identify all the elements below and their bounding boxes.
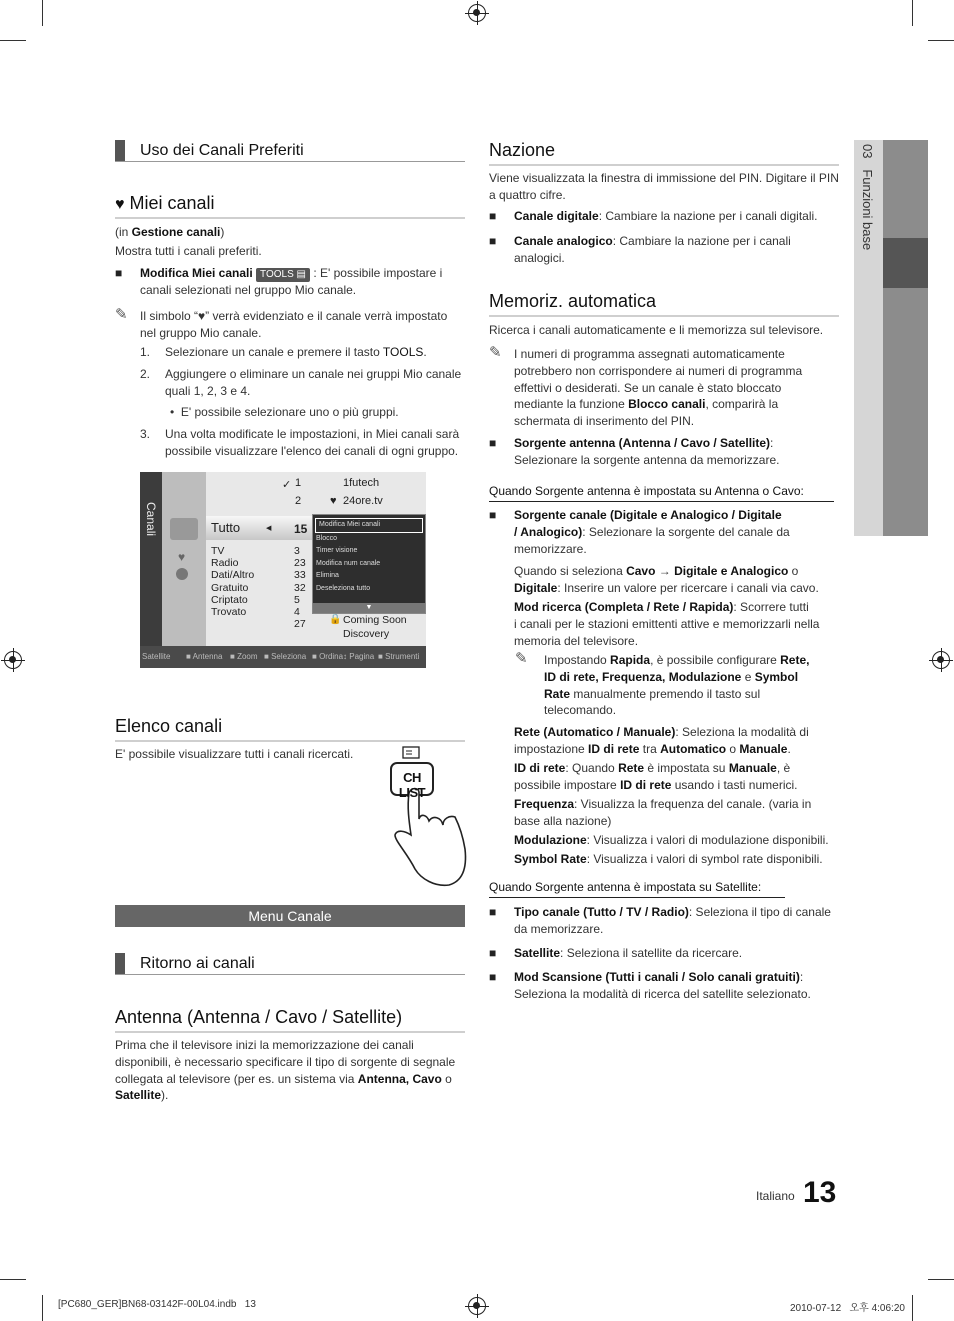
- quando-cavo: Quando si seleziona Cavo → Digitale e Analogico o Digitale: Inserire un valore per ricercare i canali via cavo.: [514, 564, 819, 595]
- tv-channel-menu-screenshot: [140, 472, 426, 668]
- note-pencil-icon: ✎: [489, 344, 502, 361]
- bullet-sorgente-antenna: ■ Sorgente antenna (Antenna / Cavo / Satellite): Selezionare la sorgente antenna da memorizzare.: [514, 435, 844, 469]
- tv-tools-popup: [312, 514, 426, 614]
- heading-miei-canali: ♥ Miei canali: [115, 193, 465, 219]
- arrow-down-icon: ▼: [313, 603, 425, 613]
- crop-mark: [42, 1295, 43, 1321]
- registration-mark-icon: [932, 651, 950, 669]
- section-heading-uso: Uso dei Canali Preferiti: [115, 140, 465, 162]
- tv-channel-name: Discovery: [343, 628, 390, 640]
- registration-mark-icon: [468, 1297, 486, 1315]
- crop-mark: [42, 0, 43, 26]
- nazione-description: Viene visualizzata la finestra di immissione del PIN. Digitare il PIN a quattro cifre.: [489, 171, 839, 202]
- check-icon: ✓: [282, 479, 292, 491]
- lock-icon: 🔒: [329, 614, 342, 625]
- bullet-canale-digitale: ■ Canale digitale: Cambiare la nazione per i canali digitali.: [514, 208, 844, 225]
- tv-icon-column: [162, 472, 206, 646]
- footer-language: Italiano: [756, 1189, 795, 1203]
- heading-elenco-canali: Elenco canali: [115, 716, 465, 742]
- miei-in-context: (in Gestione canali): [115, 225, 225, 239]
- bullet-satellite: ■ Satellite: Seleziona il satellite da ricercare.: [514, 945, 844, 962]
- popup-item: Blocco: [316, 534, 338, 542]
- hand-icon: [395, 789, 465, 886]
- chapter-side-tab: [854, 140, 928, 536]
- registration-mark-icon: [4, 651, 22, 669]
- tv-side-strip: Canali: [140, 472, 162, 646]
- crop-mark: [928, 1279, 954, 1280]
- impostando-note: Impostando Rapida, è possibile configurare Rete, ID di rete, Frequenza, Modulazione e Symbol Rate manualmente premendo il tasto sul telecomando.: [544, 653, 810, 718]
- tv-row-name: 24ore.tv: [343, 495, 383, 507]
- miei-description: Mostra tutti i canali preferiti.: [115, 244, 262, 258]
- popup-item: Elimina: [316, 572, 339, 579]
- heading-antenna: Antenna (Antenna / Cavo / Satellite): [115, 1007, 465, 1033]
- crop-mark: [0, 40, 26, 41]
- heading-nazione: Nazione: [489, 140, 839, 166]
- note-pencil-icon: ✎: [515, 650, 528, 667]
- note-pencil-icon: ✎: [115, 306, 128, 323]
- step-2: Aggiungere o eliminare un canale nei gruppi Mio canale quali 1, 2, 3 e 4.: [165, 367, 462, 398]
- print-date: 2010-07-12 오후 4:06:20: [790, 1303, 905, 1314]
- bullet-canale-analogico: ■ Canale analogico: Cambiare la nazione per i canali analogici.: [514, 233, 844, 267]
- bullet-mod-scansione: ■ Mod Scansione (Tutti i canali / Solo canali gratuiti): Seleziona la modalità di ricerca del satellite selezionato.: [514, 969, 844, 1003]
- tv-row-num: 2: [295, 495, 302, 507]
- step-2-sub: • E' possibile selezionare uno o più gruppi.: [170, 405, 399, 419]
- arrow-left-icon: ◀: [266, 525, 272, 532]
- page-number: 13: [803, 1176, 837, 1209]
- step-3: Una volta modificate le impostazioni, in Miei canali sarà possibile visualizzare l'elenco dei canali di ogni gruppo.: [165, 427, 460, 458]
- section-heading-ritorno: Ritorno ai canali: [115, 953, 465, 975]
- symbol-rate-option: Symbol Rate: Visualizza i valori di symbol rate disponibili.: [514, 852, 823, 866]
- subheading-satellite: Quando Sorgente antenna è impostata su Satellite:: [489, 880, 785, 898]
- tv-row-num: 1: [295, 477, 302, 489]
- satellite-icon: [170, 518, 198, 540]
- memoriz-description: Ricerca i canali automaticamente e li memorizza sul televisore.: [489, 323, 824, 337]
- chapter-label: 03 Funzioni base: [860, 144, 875, 251]
- popup-item: Timer visione: [316, 547, 358, 554]
- heart-icon: ♥: [330, 495, 337, 507]
- ch-list-label: CH LIST: [398, 770, 426, 800]
- tools-badge: TOOLS ▤: [256, 268, 310, 282]
- print-file-info: [PC680_GER]BN68-03142F-00L04.indb 13: [58, 1299, 256, 1310]
- bullet-sorgente-canale: ■ Sorgente canale (Digitale e Analogico / Digitale / Analogico): Selezionare la sorgente del canale da memorizzare.: [514, 507, 844, 557]
- tv-category-list: TV Radio Dati/Altro Gratuito Criptato Trovato: [211, 545, 255, 619]
- antenna-description: Prima che il televisore inizi la memorizzazione dei canali disponibili, è necessario specificare il tipo di sorgente di segnale collegata al televisore (per es. un sistema via Antenna, Cavo o Satellite).: [115, 1038, 456, 1103]
- registration-mark-icon: [468, 4, 486, 22]
- crop-mark: [912, 1295, 913, 1321]
- crop-mark: [928, 40, 954, 41]
- tv-count-list: 3 23 33 32 5 4 27: [294, 545, 306, 631]
- tv-tutto-count: 15: [294, 522, 308, 536]
- subheading-antenna-cavo: Quando Sorgente antenna è impostata su Antenna o Cavo:: [489, 484, 834, 502]
- bullet-tipo-canale: ■ Tipo canale (Tutto / TV / Radio): Seleziona il tipo di canale da memorizzare.: [514, 904, 844, 938]
- step-number: 2.: [140, 367, 151, 381]
- rete-option: Rete (Automatico / Manuale): Seleziona la modalità di impostazione ID di rete tra Automatico o Manuale.: [514, 725, 809, 756]
- heart-icon: ♥: [178, 550, 186, 564]
- menu-canale-bar: Menu Canale: [115, 905, 465, 927]
- tv-channel-name: Coming Soon: [343, 614, 407, 626]
- popup-item-selected: Modifica Miei canali: [315, 518, 423, 533]
- crop-mark: [912, 0, 913, 26]
- antenna-icon: [176, 568, 188, 580]
- popup-item: Deseleziona tutto: [316, 584, 371, 592]
- step-1: Selezionare un canale e premere il tasto TOOLS.: [165, 345, 427, 359]
- id-di-rete-option: ID di rete: Quando Rete è impostata su Manuale, è possibile impostare ID di rete usando i tasti numerici.: [514, 761, 798, 792]
- bullet-modifica: ■ Modifica Miei canali TOOLS ▤ : E' possibile impostare i canali selezionati nel gruppo Mio canale.: [140, 265, 465, 299]
- tv-category-tutto: Tutto: [211, 520, 241, 535]
- tv-footer-bar: Satellite ■ Antenna ■ Zoom ■ Seleziona ■ Ordina ↕ Pagina ■ Strumenti: [140, 646, 426, 668]
- elenco-description: E' possibile visualizzare tutti i canali ricercati.: [115, 747, 354, 761]
- heart-icon: ♥: [115, 196, 125, 213]
- tv-row-name: 1futech: [343, 477, 380, 489]
- memoriz-note: I numeri di programma assegnati automaticamente potrebbero non corrispondere ai numeri di programma effettivi o desiderati. Se un canale è stato bloccato mediante la funzione Blocco canali, comparirà la schermata di inserimento del PIN.: [514, 347, 803, 429]
- step-number: 3.: [140, 427, 151, 441]
- heading-memoriz: Memoriz. automatica: [489, 291, 839, 317]
- crop-mark: [0, 1279, 26, 1280]
- note-symbol: Il simbolo “♥” verrà evidenziato e il canale verrà impostato nel gruppo Mio canale.: [140, 309, 448, 340]
- step-number: 1.: [140, 345, 151, 359]
- list-icon: [403, 747, 419, 758]
- modulazione-option: Modulazione: Visualizza i valori di modulazione disponibili.: [514, 833, 829, 847]
- popup-item: Modifica num canale: [316, 559, 381, 567]
- ch-list-hand-illustration: [385, 745, 470, 890]
- mod-ricerca: Mod ricerca (Completa / Rete / Rapida): Scorrere tutti i canali per le stazioni emittenti attive e memorizzarli nella memoria del televisore.: [514, 600, 820, 648]
- frequenza-option: Frequenza: Visualizza la frequenza del canale. (varia in base alla nazione): [514, 797, 812, 828]
